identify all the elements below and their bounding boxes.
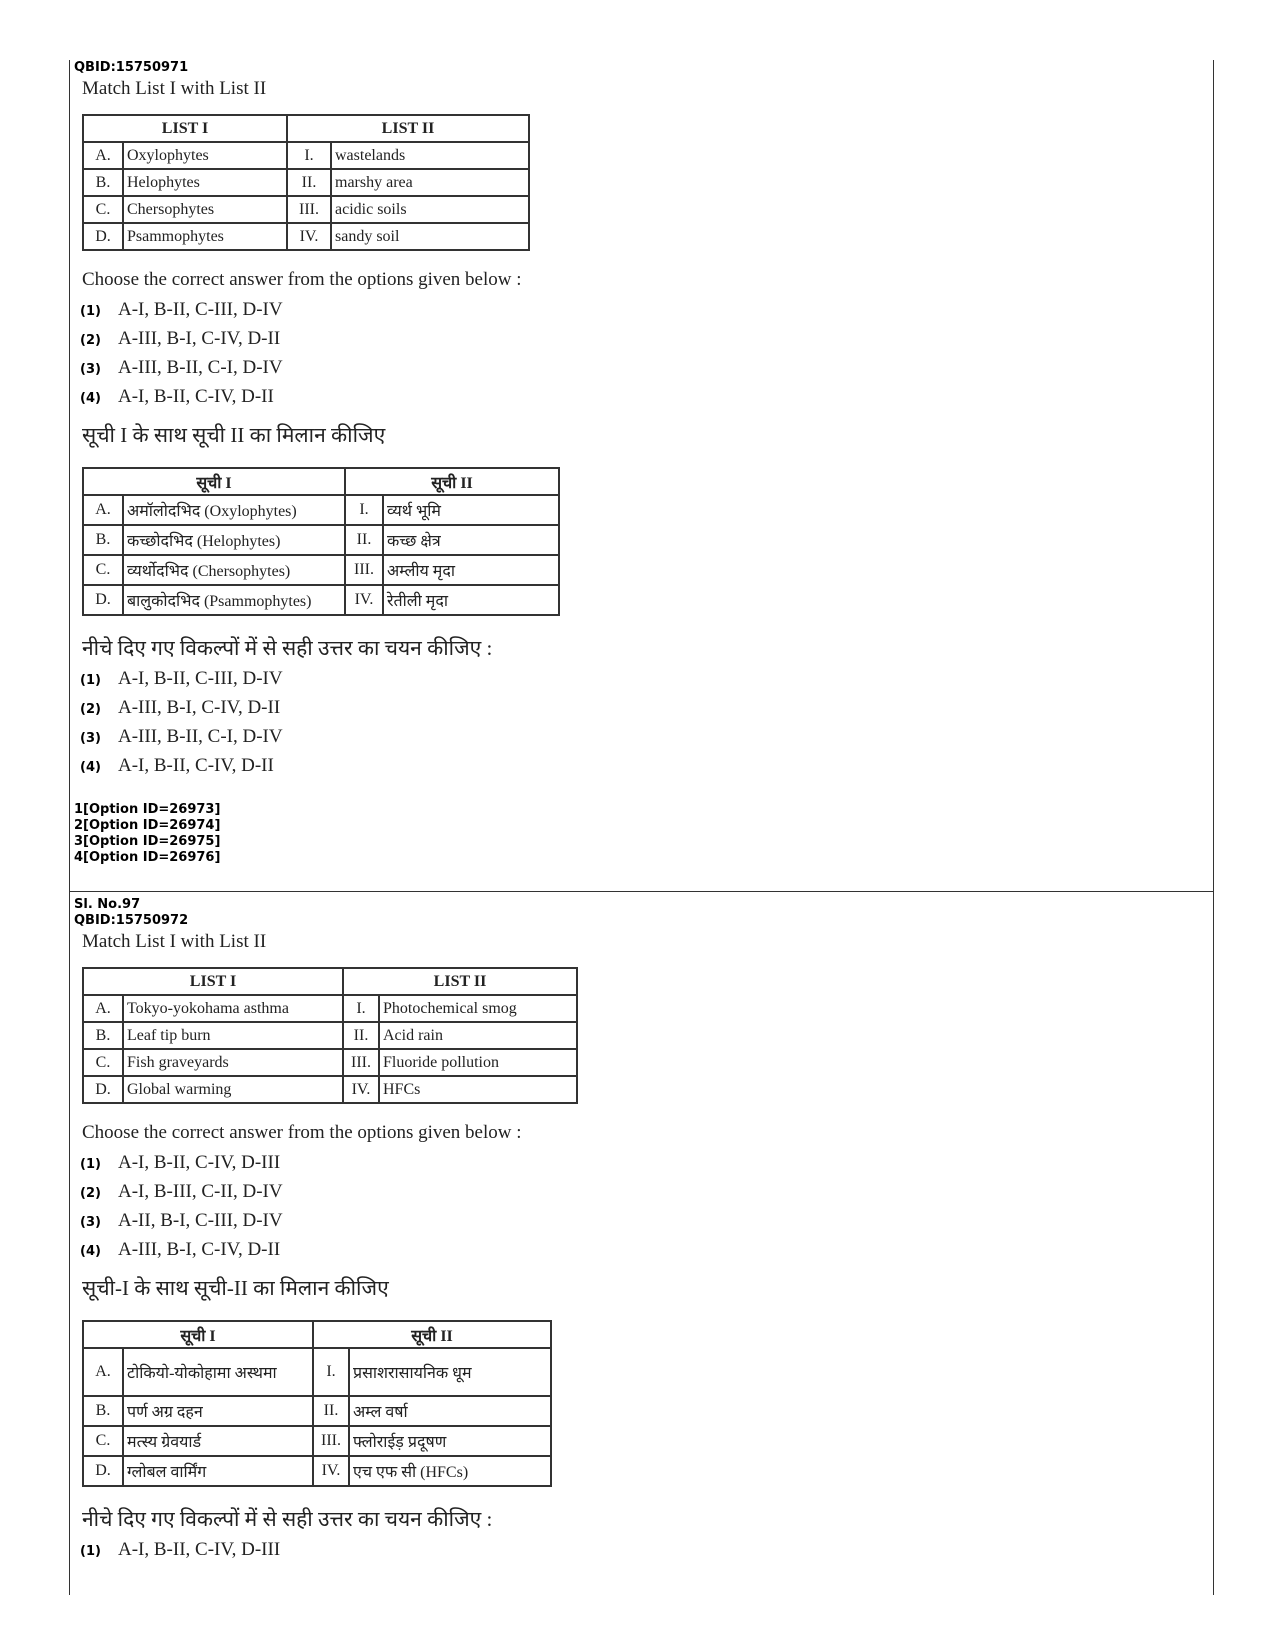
row-match: Fluoride pollution — [379, 1049, 577, 1076]
table-row — [83, 495, 559, 525]
list-1-header: सूची I — [83, 1321, 313, 1348]
row-letter: A. — [83, 995, 123, 1022]
option-text: A-I, B-II, C-IV, D-III — [118, 1152, 281, 1173]
row-item: बालुकोदभिद (Psammophytes) — [123, 585, 345, 615]
option-number: (3) — [80, 362, 101, 377]
row-letter: C. — [83, 196, 123, 223]
list-2-header: LIST II — [343, 968, 577, 995]
row-item: ग्लोबल वार्मिंग — [123, 1456, 313, 1486]
list-1-header: LIST I — [83, 968, 343, 995]
row-item: Fish graveyards — [123, 1049, 343, 1076]
row-match: Photochemical smog — [379, 995, 577, 1022]
option-3[interactable] — [80, 726, 1204, 755]
prompt-hindi: सूची-I के साथ सूची-II का मिलान कीजिए — [82, 1276, 389, 1300]
row-numeral: III. — [287, 196, 331, 223]
option-1[interactable] — [80, 1152, 1204, 1181]
qbid-label: QBID:15750971 — [74, 60, 189, 75]
row-item: Psammophytes — [123, 223, 287, 250]
option-number: (1) — [80, 1157, 101, 1172]
row-letter: B. — [83, 1396, 123, 1426]
option-number: (4) — [80, 1244, 101, 1259]
row-letter: D. — [83, 1076, 123, 1103]
option-text: A-I, B-II, C-III, D-IV — [118, 668, 283, 689]
option-number: (4) — [80, 760, 101, 775]
choose-english: Choose the correct answer from the options given below : — [82, 1122, 522, 1143]
table-row — [83, 1456, 551, 1486]
table-row — [83, 196, 529, 223]
row-numeral: III. — [345, 555, 383, 585]
qbid-label: QBID:15750972 — [74, 913, 189, 928]
row-match: sandy soil — [331, 223, 529, 250]
row-item: Oxylophytes — [123, 142, 287, 169]
prompt-hindi: सूची I के साथ सूची II का मिलान कीजिए — [82, 423, 386, 447]
option-text: A-I, B-II, C-IV, D-II — [118, 755, 274, 776]
option-id: 1[Option ID=26973] — [74, 802, 221, 817]
table-row — [83, 585, 559, 615]
row-letter: C. — [83, 555, 123, 585]
option-id: 2[Option ID=26974] — [74, 818, 221, 833]
row-item: पर्ण अग्र दहन — [123, 1396, 313, 1426]
prompt-english: Match List I with List II — [82, 78, 267, 99]
row-numeral: II. — [287, 169, 331, 196]
row-item: Chersophytes — [123, 196, 287, 223]
row-letter: B. — [83, 1022, 123, 1049]
list-1-header: LIST I — [83, 115, 287, 142]
table-row — [83, 1348, 551, 1396]
option-text: A-III, B-I, C-IV, D-II — [118, 328, 281, 349]
left-border — [69, 60, 70, 1595]
row-letter: B. — [83, 169, 123, 196]
row-letter: B. — [83, 525, 123, 555]
row-item: अमॉलोदभिद (Oxylophytes) — [123, 495, 345, 525]
option-number: (4) — [80, 391, 101, 406]
prompt-english: Match List I with List II — [82, 931, 267, 952]
option-3[interactable] — [80, 1210, 1204, 1239]
right-border — [1213, 60, 1214, 1595]
row-numeral: III. — [313, 1426, 349, 1456]
table-row — [83, 1396, 551, 1426]
option-number: (1) — [80, 1544, 101, 1559]
option-number: (2) — [80, 1186, 101, 1201]
row-match: Acid rain — [379, 1022, 577, 1049]
row-numeral: IV. — [313, 1456, 349, 1486]
match-table-hindi — [82, 467, 560, 616]
option-1[interactable] — [80, 668, 1204, 697]
question-96 — [74, 60, 1204, 866]
match-table-english — [82, 967, 578, 1104]
option-text: A-III, B-I, C-IV, D-II — [118, 1239, 281, 1260]
table-row — [83, 1022, 577, 1049]
row-match: marshy area — [331, 169, 529, 196]
row-numeral: IV. — [287, 223, 331, 250]
row-letter: C. — [83, 1049, 123, 1076]
choose-english: Choose the correct answer from the options given below : — [82, 269, 522, 290]
row-item: व्यर्थोदभिद (Chersophytes) — [123, 555, 345, 585]
option-number: (2) — [80, 333, 101, 348]
row-match: अम्लीय मृदा — [383, 555, 559, 585]
option-number: (1) — [80, 304, 101, 319]
list-1-header: सूची I — [83, 468, 345, 495]
choose-hindi: नीचे दिए गए विकल्पों में से सही उत्तर का चयन कीजिए : — [82, 636, 493, 660]
row-numeral: I. — [287, 142, 331, 169]
option-text: A-III, B-II, C-I, D-IV — [118, 726, 283, 747]
option-number: (2) — [80, 702, 101, 717]
row-item: टोकियो-योकोहामा अस्थमा — [123, 1348, 313, 1396]
question-separator — [69, 891, 1214, 892]
match-table-hindi — [82, 1320, 552, 1487]
option-text: A-I, B-II, C-IV, D-II — [118, 386, 274, 407]
row-match: कच्छ क्षेत्र — [383, 525, 559, 555]
question-97 — [74, 897, 1204, 1568]
option-2[interactable] — [80, 328, 1204, 357]
row-match: व्यर्थ भूमि — [383, 495, 559, 525]
option-id-list — [74, 802, 1204, 866]
row-item: Leaf tip burn — [123, 1022, 343, 1049]
option-2[interactable] — [80, 697, 1204, 726]
option-1[interactable] — [80, 299, 1204, 328]
option-2[interactable] — [80, 1181, 1204, 1210]
option-4[interactable] — [80, 1239, 1204, 1268]
option-number: (1) — [80, 673, 101, 688]
option-1[interactable] — [80, 1539, 1204, 1568]
option-id: 4[Option ID=26976] — [74, 850, 221, 865]
option-number: (3) — [80, 731, 101, 746]
row-letter: D. — [83, 585, 123, 615]
option-number: (3) — [80, 1215, 101, 1230]
option-4[interactable] — [80, 755, 1204, 784]
table-row — [83, 169, 529, 196]
choose-hindi: नीचे दिए गए विकल्पों में से सही उत्तर का चयन कीजिए : — [82, 1507, 493, 1531]
table-row — [83, 1076, 577, 1103]
row-match: फ्लोराईड़ प्रदूषण — [349, 1426, 551, 1456]
option-text: A-III, B-I, C-IV, D-II — [118, 697, 281, 718]
list-2-header: LIST II — [287, 115, 529, 142]
row-match: अम्ल वर्षा — [349, 1396, 551, 1426]
row-match: wastelands — [331, 142, 529, 169]
row-letter: A. — [83, 1348, 123, 1396]
row-letter: D. — [83, 223, 123, 250]
option-text: A-I, B-III, C-II, D-IV — [118, 1181, 283, 1202]
row-numeral: II. — [345, 525, 383, 555]
table-row — [83, 525, 559, 555]
row-numeral: I. — [313, 1348, 349, 1396]
row-match: रेतीली मृदा — [383, 585, 559, 615]
row-letter: C. — [83, 1426, 123, 1456]
row-match: acidic soils — [331, 196, 529, 223]
row-item: मत्स्य ग्रेवयार्ड — [123, 1426, 313, 1456]
option-text: A-I, B-II, C-III, D-IV — [118, 299, 283, 320]
row-item: Helophytes — [123, 169, 287, 196]
table-row — [83, 1049, 577, 1076]
option-text: A-II, B-I, C-III, D-IV — [118, 1210, 283, 1231]
table-row — [83, 142, 529, 169]
serial-number: Sl. No.97 — [74, 897, 141, 912]
row-numeral: IV. — [345, 585, 383, 615]
row-item: Tokyo-yokohama asthma — [123, 995, 343, 1022]
row-numeral: I. — [343, 995, 379, 1022]
row-match: एच एफ सी (HFCs) — [349, 1456, 551, 1486]
option-text: A-I, B-II, C-IV, D-III — [118, 1539, 281, 1560]
row-letter: A. — [83, 495, 123, 525]
row-numeral: II. — [313, 1396, 349, 1426]
table-row — [83, 555, 559, 585]
row-numeral: I. — [345, 495, 383, 525]
row-letter: D. — [83, 1456, 123, 1486]
option-text: A-III, B-II, C-I, D-IV — [118, 357, 283, 378]
match-table-english — [82, 114, 530, 251]
row-letter: A. — [83, 142, 123, 169]
table-row — [83, 1426, 551, 1456]
table-row — [83, 995, 577, 1022]
row-match: प्रसाशरासायनिक धूम — [349, 1348, 551, 1396]
table-row — [83, 223, 529, 250]
option-id: 3[Option ID=26975] — [74, 834, 221, 849]
row-numeral: IV. — [343, 1076, 379, 1103]
row-item: Global warming — [123, 1076, 343, 1103]
row-item: कच्छोदभिद (Helophytes) — [123, 525, 345, 555]
list-2-header: सूची II — [345, 468, 559, 495]
list-2-header: सूची II — [313, 1321, 551, 1348]
option-4[interactable] — [80, 386, 1204, 415]
row-numeral: III. — [343, 1049, 379, 1076]
row-numeral: II. — [343, 1022, 379, 1049]
option-3[interactable] — [80, 357, 1204, 386]
row-match: HFCs — [379, 1076, 577, 1103]
